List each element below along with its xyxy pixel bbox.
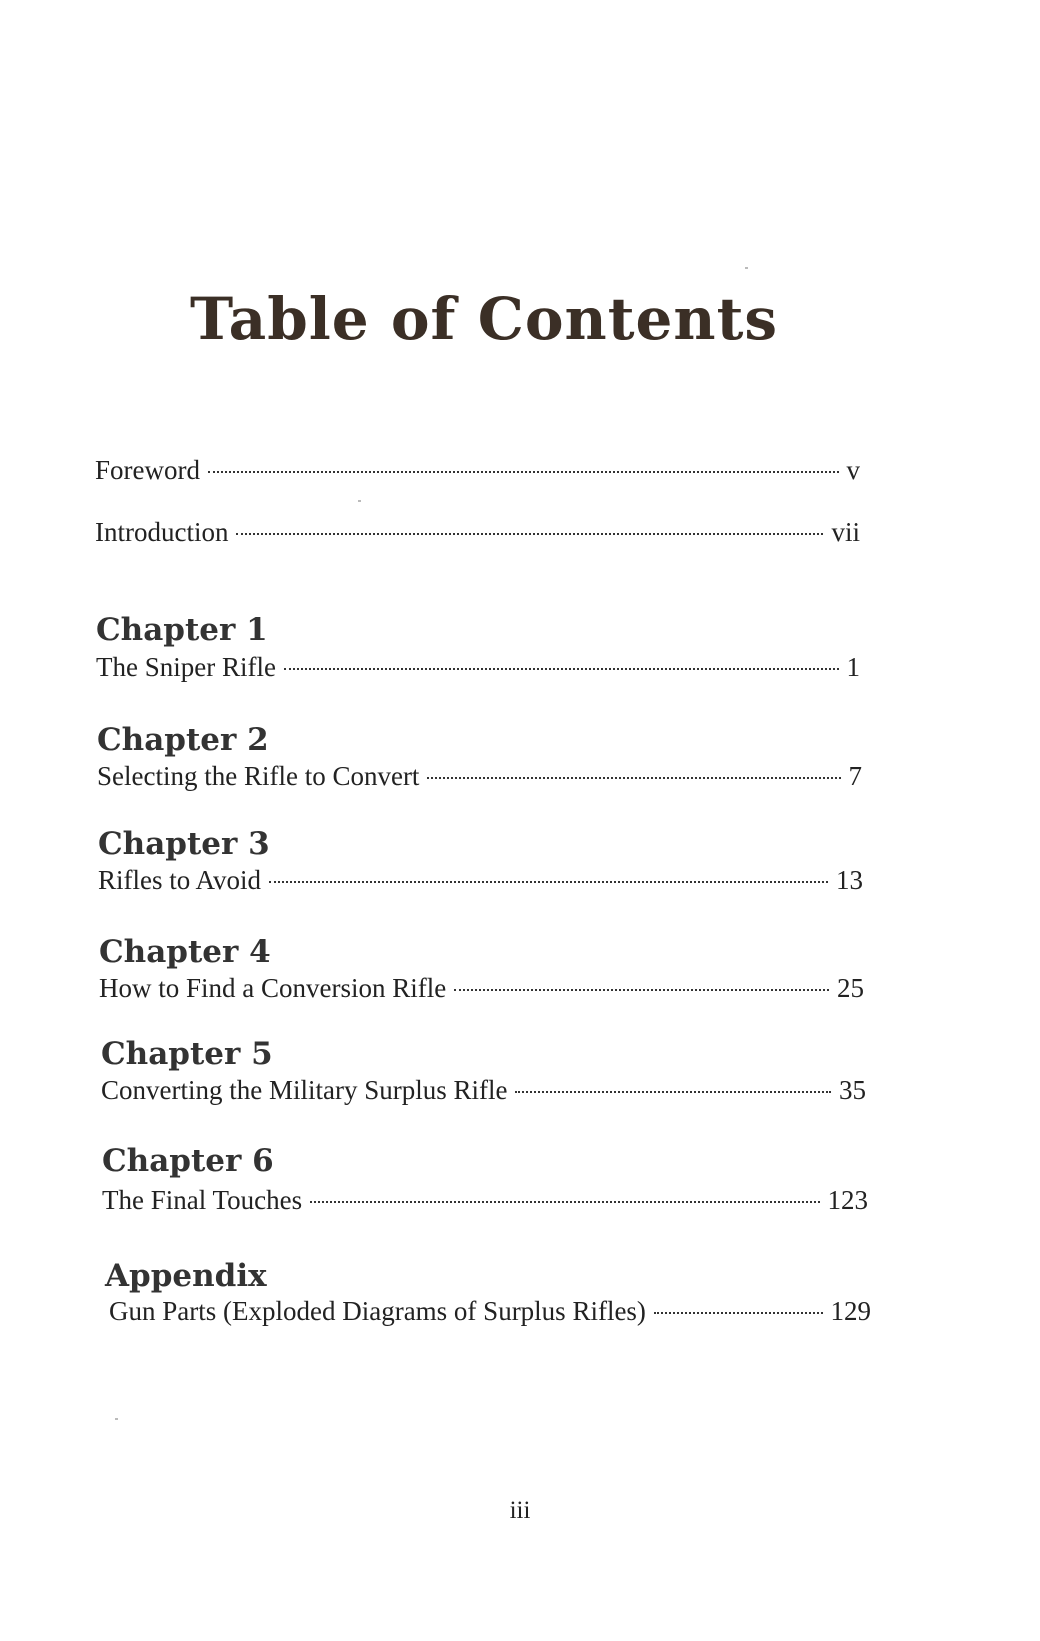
toc-entry-chapter-1[interactable] — [96, 652, 860, 683]
toc-entry-chapter-4[interactable] — [99, 973, 864, 1004]
chapter-heading: Chapter 5 — [101, 1036, 273, 1072]
toc-entry-page: vii — [831, 517, 860, 547]
chapter-heading: Chapter 1 — [96, 612, 268, 648]
toc-entry-chapter-3[interactable] — [98, 865, 863, 896]
toc-entry-chapter-2[interactable] — [97, 761, 862, 792]
scan-speck — [115, 1418, 118, 1420]
toc-entry-label: Foreword — [95, 455, 200, 485]
scan-speck — [358, 500, 361, 502]
toc-entry-page: 7 — [848, 761, 862, 791]
toc-entry-page: 25 — [837, 973, 864, 1003]
dot-leader — [208, 471, 839, 473]
toc-entry-appendix[interactable] — [109, 1296, 871, 1327]
toc-entry-chapter-5[interactable] — [101, 1075, 866, 1106]
dot-leader — [454, 989, 829, 991]
dot-leader — [236, 533, 823, 535]
toc-entry-label: The Sniper Rifle — [96, 652, 276, 682]
toc-entry-introduction[interactable] — [95, 517, 860, 548]
dot-leader — [269, 881, 828, 883]
scan-speck — [745, 267, 748, 269]
toc-entry-page: 1 — [846, 652, 860, 682]
page-title: Table of Contents — [190, 285, 779, 353]
dot-leader — [310, 1201, 819, 1203]
dot-leader — [284, 668, 839, 670]
chapter-heading: Chapter 4 — [99, 934, 271, 970]
chapter-heading: Chapter 6 — [102, 1143, 274, 1179]
toc-entry-chapter-6[interactable] — [102, 1185, 868, 1216]
toc-entry-label: Selecting the Rifle to Convert — [97, 761, 420, 791]
page-number: iii — [509, 1497, 531, 1524]
toc-entry-label: Converting the Military Surplus Rifle — [101, 1075, 508, 1105]
toc-entry-label: How to Find a Conversion Rifle — [99, 973, 447, 1003]
dot-leader — [654, 1312, 823, 1314]
toc-entry-foreword[interactable] — [95, 455, 860, 486]
toc-entry-label: Rifles to Avoid — [98, 865, 262, 895]
chapter-heading: Chapter 3 — [98, 826, 270, 862]
toc-entry-label: The Final Touches — [102, 1185, 303, 1215]
toc-entry-page: 123 — [827, 1185, 868, 1215]
dot-leader — [515, 1091, 831, 1093]
toc-entry-page: 35 — [839, 1075, 866, 1105]
appendix-heading: Appendix — [105, 1258, 267, 1294]
toc-entry-page: 129 — [830, 1296, 871, 1326]
toc-entry-label: Gun Parts (Exploded Diagrams of Surplus Rifles) — [109, 1296, 646, 1326]
dot-leader — [427, 777, 840, 779]
toc-entry-page: v — [846, 455, 860, 485]
toc-entry-page: 13 — [836, 865, 863, 895]
toc-entry-label: Introduction — [95, 517, 229, 547]
chapter-heading: Chapter 2 — [97, 722, 269, 758]
